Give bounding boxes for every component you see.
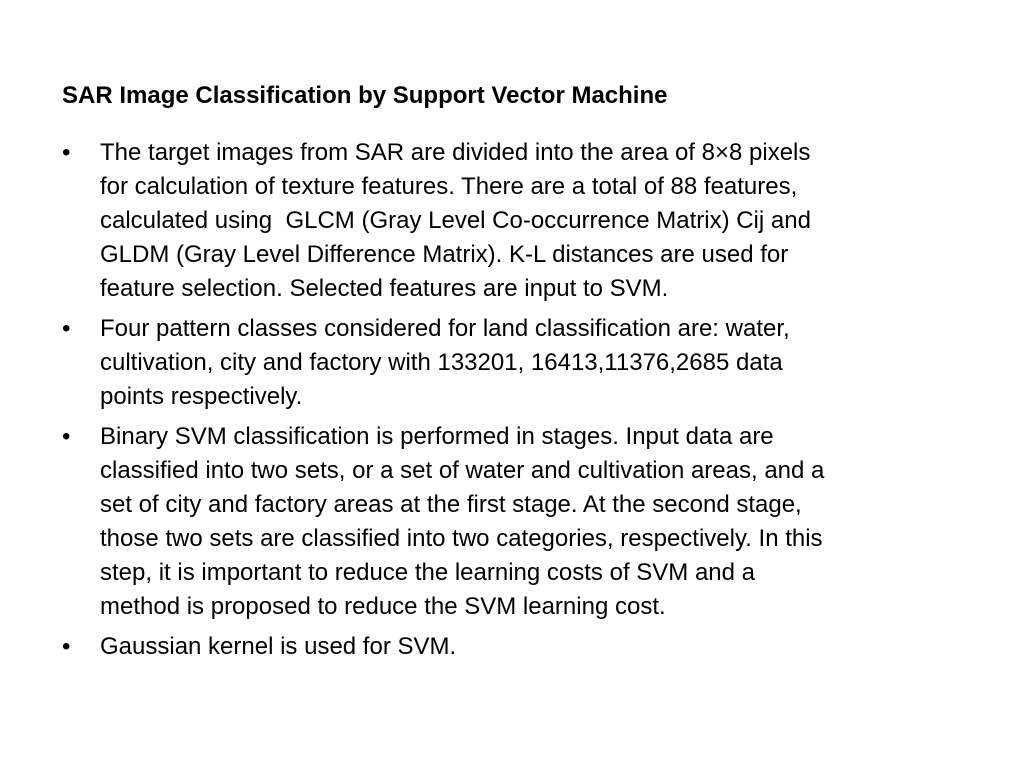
bullet-text-line: The target images from SAR are divided into the area of 8×8 pixels [100,139,811,166]
bullet-text-line: feature selection. Selected features are input to SVM. [100,275,669,302]
bullet-icon: • [62,633,71,660]
bullet-text-line: cultivation, city and factory with 133201, 16413,11376,2685 data [100,349,783,376]
slide-title: SAR Image Classification by Support Vector Machine [62,82,668,109]
bullet-icon: • [62,423,71,450]
bullet-text-line: for calculation of texture features. There are a total of 88 features, [100,173,798,200]
bullet-text-line: classified into two sets, or a set of water and cultivation areas, and a [100,457,825,484]
bullet-item-2 [62,312,972,414]
bullet-list [62,136,972,670]
bullet-text-line: Gaussian kernel is used for SVM. [100,633,457,660]
bullet-text-line: those two sets are classified into two categories, respectively. In this [100,525,823,552]
bullet-icon: • [62,139,71,166]
bullet-item-3 [62,420,972,624]
bullet-text-line: GLDM (Gray Level Difference Matrix). K-L distances are used for [100,241,789,268]
bullet-text-line: Binary SVM classification is performed in stages. Input data are [100,423,774,450]
bullet-text-line: calculated using GLCM (Gray Level Co-occurrence Matrix) Cij and [100,207,811,234]
bullet-item-1 [62,136,972,306]
bullet-item-4 [62,630,972,664]
bullet-icon: • [62,315,71,342]
bullet-text-line: step, it is important to reduce the learning costs of SVM and a [100,559,756,586]
bullet-text-line: set of city and factory areas at the first stage. At the second stage, [100,491,802,518]
bullet-text-line: method is proposed to reduce the SVM learning cost. [100,593,666,620]
bullet-text-line: Four pattern classes considered for land classification are: water, [100,315,790,342]
bullet-text-line: points respectively. [100,383,303,410]
